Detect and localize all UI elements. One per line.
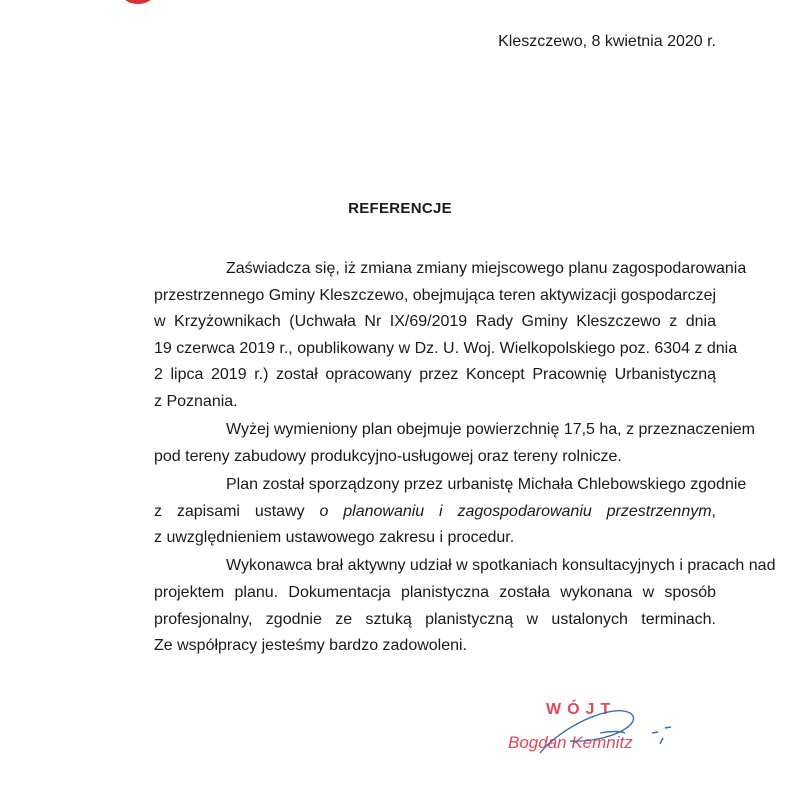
text-line: z Poznania. [154,392,238,410]
text-line: 19 czerwca 2019 r., opublikowany w Dz. U. Woj. Wielkopolskiego poz. 6304 z dnia [154,339,738,357]
paragraph-4 [82,553,776,659]
place-and-date: Kleszczewo, 8 kwietnia 2020 r. [498,33,716,50]
text-line: w Krzyżownikach (Uchwała Nr IX/69/2019 Rady Gminy Kleszczewo z dnia [154,313,716,331]
text-line: przestrzennego Gminy Kleszczewo, obejmująca teren aktywizacji gospodarczej [154,286,717,304]
text-line: 2 lipca 2019 r.) został opracowany przez Koncept Pracownię Urbanistyczną [154,366,716,384]
paragraph-3 [82,472,747,552]
text-fragment: , [711,502,716,520]
document-body [82,256,776,661]
text-line-with-act-title [82,499,716,526]
text-line: Wykonawca brał aktywny udział w spotkaniach konsultacyjnych i pracach nad [226,557,776,575]
text-line: profesjonalny, zgodnie ze sztuką planistyczną w ustalonych terminach. [154,610,716,628]
text-line: z uwzględnieniem ustawowego zakresu i procedur. [154,529,515,547]
handwritten-signature-icon [500,693,700,768]
text-line: pod tereny zabudowy produkcyjno-usługowej oraz tereny rolnicze. [154,447,622,465]
stamp-title: WÓJT [546,701,617,718]
document-title: REFERENCJE [348,200,452,217]
coat-of-arms-icon [118,0,158,4]
signature-stamp [500,693,700,768]
act-title: o planowaniu i zagospodarowaniu przestrzennym [319,502,712,520]
stamp-name: Bogdan Kemnitz [508,733,633,752]
paragraph-1 [82,256,747,416]
text-line: Ze współpracy jesteśmy bardzo zadowoleni. [154,637,468,655]
text-fragment: z zapisami ustawy [154,502,305,520]
text-line: Wyżej wymieniony plan obejmuje powierzchnię 17,5 ha, z przeznaczeniem [226,421,756,439]
text-line: Zaświadcza się, iż zmiana zmiany miejscowego planu zagospodarowania [226,260,747,277]
text-line: Plan został sporządzony przez urbanistę Michała Chlebowskiego zgodnie [226,475,747,493]
paragraph-2 [82,417,756,470]
text-line: projektem planu. Dokumentacja planistyczna została wykonana w sposób [154,583,716,601]
